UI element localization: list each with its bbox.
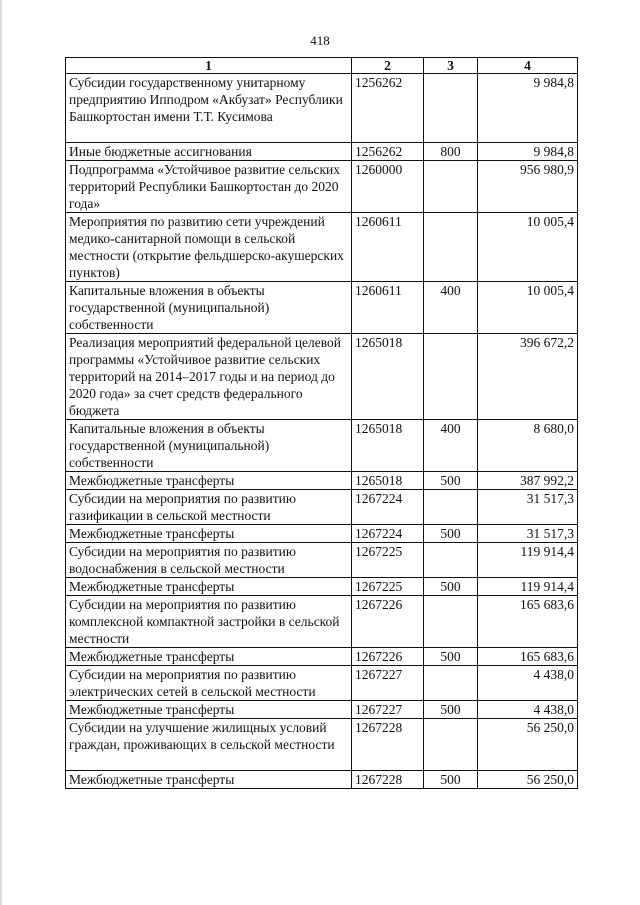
row-amount: 387 992,2 <box>478 472 578 490</box>
row-code: 1267225 <box>352 578 424 596</box>
table-row <box>66 282 578 334</box>
table-row <box>66 213 578 282</box>
row-name: Межбюджетные трансферты <box>66 472 352 490</box>
row-type <box>424 596 478 648</box>
table-header-row <box>66 58 578 74</box>
scan-edge-shadow <box>0 0 3 905</box>
row-code: 1265018 <box>352 472 424 490</box>
page-number: 418 <box>310 33 330 48</box>
row-code: 1256262 <box>352 143 424 161</box>
row-name: Капитальные вложения в объекты государственной (муниципальной) собственности <box>66 420 352 472</box>
row-amount: 56 250,0 <box>478 719 578 771</box>
row-code: 1267226 <box>352 648 424 666</box>
row-name: Межбюджетные трансферты <box>66 771 352 789</box>
table-row <box>66 420 578 472</box>
table-row <box>66 472 578 490</box>
row-name: Субсидии на улучшение жилищных условий граждан, проживающих в сельской местности <box>66 719 352 771</box>
header-col-1: 1 <box>66 58 352 74</box>
row-amount: 396 672,2 <box>478 334 578 420</box>
table-row <box>66 334 578 420</box>
table-row <box>66 719 578 771</box>
row-amount: 956 980,9 <box>478 161 578 213</box>
row-amount: 56 250,0 <box>478 771 578 789</box>
row-code: 1267224 <box>352 490 424 525</box>
row-type <box>424 213 478 282</box>
row-type: 500 <box>424 701 478 719</box>
row-type <box>424 161 478 213</box>
row-amount: 4 438,0 <box>478 701 578 719</box>
row-amount: 31 517,3 <box>478 490 578 525</box>
row-amount: 31 517,3 <box>478 525 578 543</box>
row-name: Капитальные вложения в объекты государственной (муниципальной) собственности <box>66 282 352 334</box>
row-name: Субсидии на мероприятия по развитию электрических сетей в сельской местности <box>66 666 352 701</box>
row-name: Субсидии на мероприятия по развитию водоснабжения в сельской местности <box>66 543 352 578</box>
row-type: 500 <box>424 648 478 666</box>
row-type <box>424 334 478 420</box>
row-code: 1267225 <box>352 543 424 578</box>
row-code: 1260611 <box>352 213 424 282</box>
table-row <box>66 143 578 161</box>
row-amount: 165 683,6 <box>478 648 578 666</box>
row-type <box>424 74 478 143</box>
row-type: 500 <box>424 771 478 789</box>
row-type: 500 <box>424 525 478 543</box>
row-amount: 165 683,6 <box>478 596 578 648</box>
row-type: 500 <box>424 472 478 490</box>
row-code: 1260000 <box>352 161 424 213</box>
row-name: Межбюджетные трансферты <box>66 701 352 719</box>
table-row <box>66 161 578 213</box>
table-row <box>66 648 578 666</box>
row-type: 400 <box>424 282 478 334</box>
row-type <box>424 666 478 701</box>
row-code: 1267226 <box>352 596 424 648</box>
row-amount: 119 914,4 <box>478 578 578 596</box>
header-col-4: 4 <box>478 58 578 74</box>
row-amount: 10 005,4 <box>478 282 578 334</box>
row-amount: 119 914,4 <box>478 543 578 578</box>
table-row <box>66 74 578 143</box>
table-row <box>66 596 578 648</box>
row-name: Субсидии государственному унитарному предприятию Ипподром «Акбузат» Республики Башкортостан имени Т.Т. Кусимова <box>66 74 352 143</box>
row-code: 1267227 <box>352 666 424 701</box>
row-name: Субсидии на мероприятия по развитию комплексной компактной застройки в сельской местности <box>66 596 352 648</box>
row-name: Иные бюджетные ассигнования <box>66 143 352 161</box>
row-type: 800 <box>424 143 478 161</box>
row-code: 1267224 <box>352 525 424 543</box>
row-code: 1265018 <box>352 334 424 420</box>
table-row <box>66 543 578 578</box>
row-name: Подпрограмма «Устойчивое развитие сельских территорий Республики Башкортостан до 2020 года» <box>66 161 352 213</box>
row-amount: 9 984,8 <box>478 74 578 143</box>
row-type <box>424 490 478 525</box>
row-name: Мероприятия по развитию сети учреждений медико-санитарной помощи в сельской местности (открытие фельдшерско-акушерских пунктов) <box>66 213 352 282</box>
budget-table <box>65 57 578 789</box>
header-col-2: 2 <box>352 58 424 74</box>
row-type: 400 <box>424 420 478 472</box>
table-row <box>66 490 578 525</box>
row-name: Межбюджетные трансферты <box>66 648 352 666</box>
row-code: 1267228 <box>352 719 424 771</box>
row-amount: 4 438,0 <box>478 666 578 701</box>
row-code: 1267228 <box>352 771 424 789</box>
row-name: Реализация мероприятий федеральной целевой программы «Устойчивое развитие сельских территорий на 2014–2017 годы и на период до 2020 года» за счет средств федерального бюджета <box>66 334 352 420</box>
row-type <box>424 719 478 771</box>
table-row <box>66 578 578 596</box>
row-amount: 9 984,8 <box>478 143 578 161</box>
row-amount: 8 680,0 <box>478 420 578 472</box>
row-name: Субсидии на мероприятия по развитию газификации в сельской местности <box>66 490 352 525</box>
header-col-3: 3 <box>424 58 478 74</box>
table-row <box>66 525 578 543</box>
row-name: Межбюджетные трансферты <box>66 578 352 596</box>
row-type: 500 <box>424 578 478 596</box>
row-code: 1267227 <box>352 701 424 719</box>
row-amount: 10 005,4 <box>478 213 578 282</box>
table-row <box>66 666 578 701</box>
row-code: 1256262 <box>352 74 424 143</box>
row-name: Межбюджетные трансферты <box>66 525 352 543</box>
row-code: 1260611 <box>352 282 424 334</box>
table-row <box>66 701 578 719</box>
row-type <box>424 543 478 578</box>
table-row <box>66 771 578 789</box>
row-code: 1265018 <box>352 420 424 472</box>
